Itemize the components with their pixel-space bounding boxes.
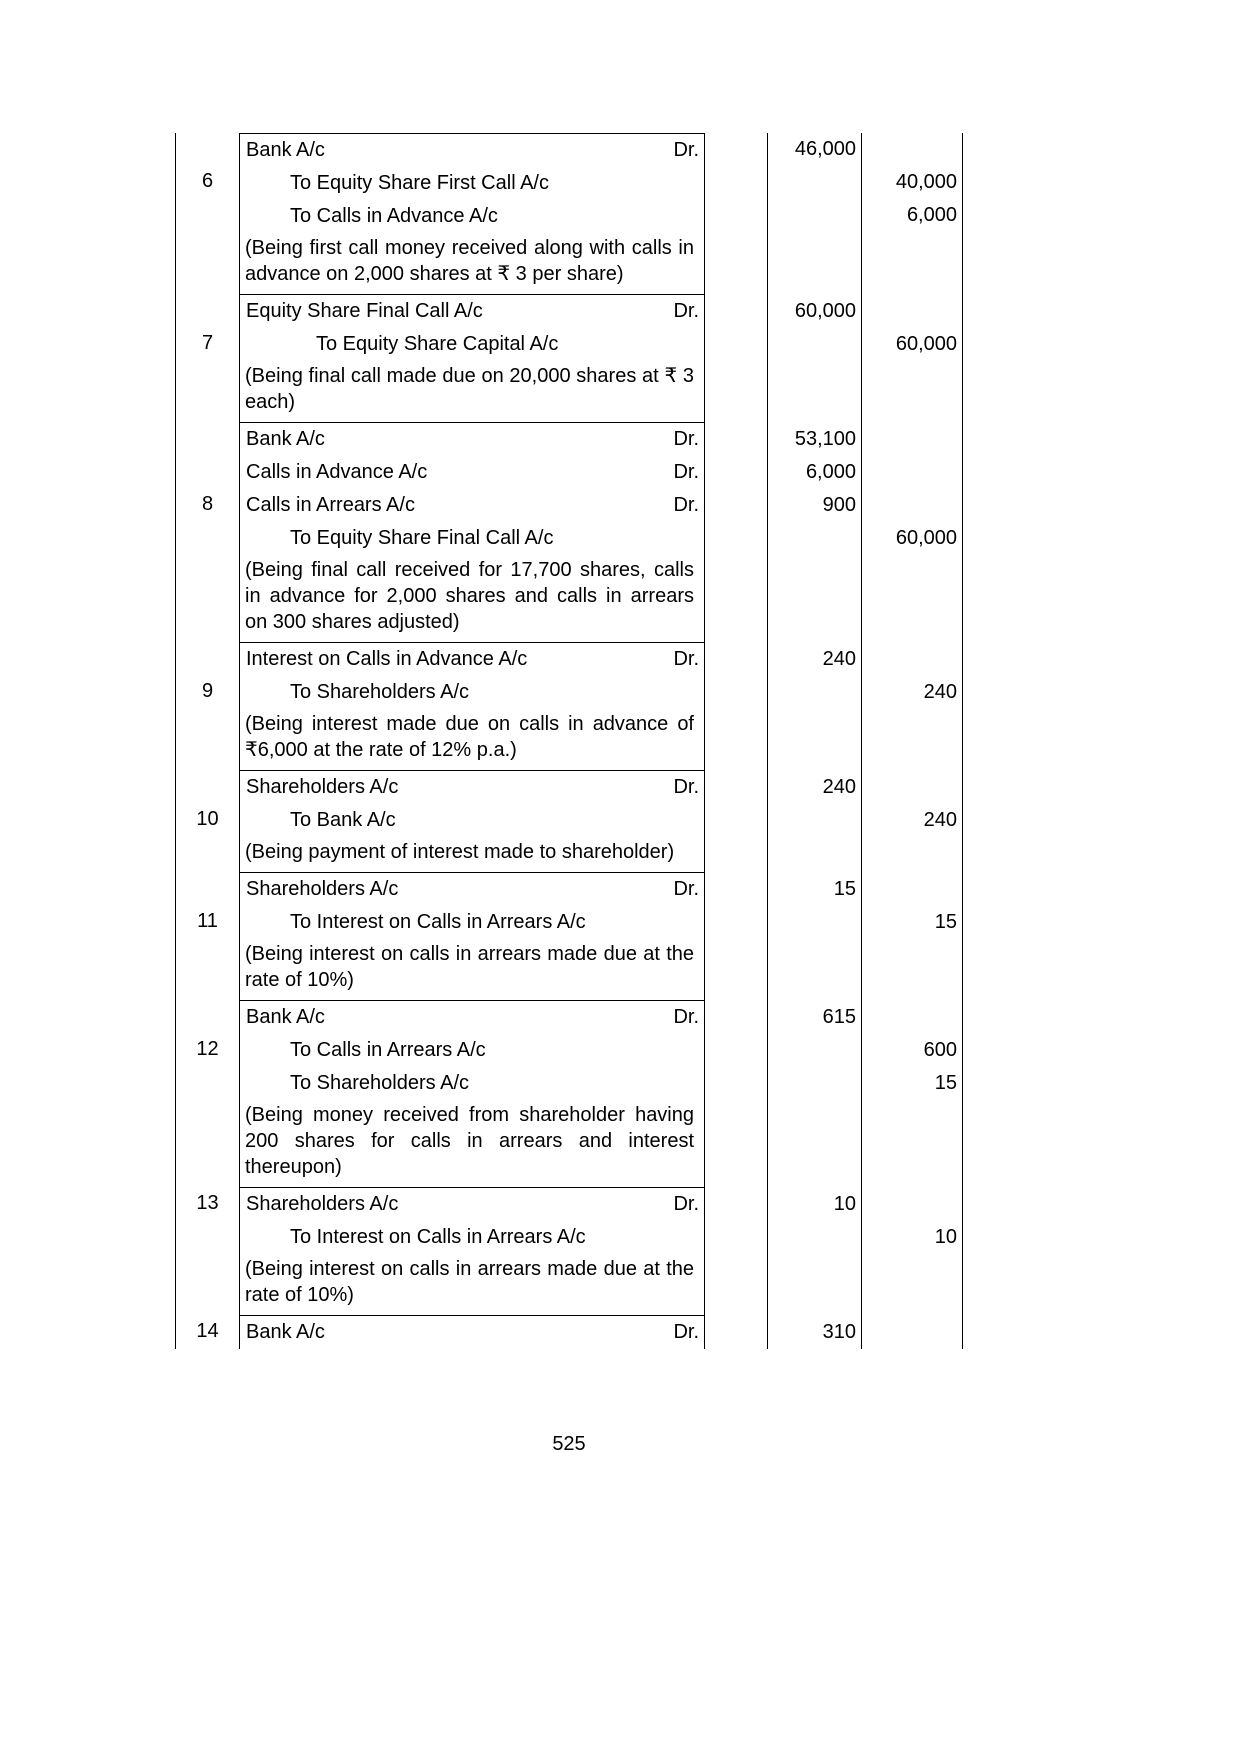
account-name: To Calls in Arrears A/c	[290, 1039, 486, 1061]
credit-amount	[862, 643, 962, 676]
credit-amount: 600	[923, 1039, 957, 1061]
journal-entries	[175, 133, 963, 1349]
debit-amount	[768, 676, 861, 709]
debit-amount: 6,000	[805, 461, 856, 483]
journal-entry	[175, 1188, 963, 1316]
account-line	[240, 456, 704, 489]
entry-credit-col	[862, 643, 963, 771]
account-line	[240, 643, 704, 676]
debit-amount	[768, 1221, 861, 1254]
entry-particulars	[240, 1316, 705, 1349]
dr-label: Dr.	[673, 428, 699, 450]
dr-label: Dr.	[673, 461, 699, 483]
entry-number: 13	[175, 1188, 240, 1316]
credit-amount: 6,000	[906, 204, 957, 226]
debit-amount: 900	[822, 494, 856, 516]
entry-credit-col	[862, 423, 963, 643]
account-line	[240, 423, 704, 456]
journal-entry	[175, 771, 963, 873]
dr-label: Dr.	[673, 139, 699, 161]
narration-text: (Being first call money received along with calls in advance on 2,000 shares at ₹ 3 per share)	[245, 237, 694, 285]
entry-number: 14	[175, 1316, 240, 1349]
entry-number: 8	[175, 423, 240, 643]
credit-amount	[862, 1188, 962, 1221]
account-name: Shareholders A/c	[246, 776, 399, 798]
account-line	[240, 873, 704, 906]
debit-amount	[768, 166, 861, 199]
entry-debit-col	[768, 643, 862, 771]
credit-amount: 60,000	[895, 333, 957, 355]
journal-entry	[175, 295, 963, 423]
narration-text: (Being final call made due on 20,000 shares at ₹ 3 each)	[245, 365, 694, 413]
credit-amount	[862, 423, 962, 456]
entry-particulars	[240, 643, 705, 771]
account-name: To Equity Share Final Call A/c	[290, 527, 554, 549]
entry-debit-col	[768, 771, 862, 873]
credit-amount	[862, 456, 962, 489]
account-line	[240, 1067, 704, 1100]
account-name: Shareholders A/c	[246, 1193, 399, 1215]
entry-lf-column	[705, 423, 768, 643]
credit-amount	[862, 489, 962, 522]
entry-debit-col	[768, 1316, 862, 1349]
debit-amount	[768, 328, 861, 361]
debit-amount: 53,100	[794, 428, 856, 450]
entry-lf-column	[705, 1001, 768, 1188]
account-line	[240, 328, 704, 361]
dr-label: Dr.	[673, 494, 699, 516]
journal-table	[175, 133, 963, 1349]
account-line	[240, 134, 704, 167]
credit-amount: 15	[934, 911, 957, 933]
entry-particulars	[240, 1188, 705, 1316]
account-line	[240, 200, 704, 233]
entry-particulars	[240, 295, 705, 423]
entry-debit-col	[768, 423, 862, 643]
credit-amount	[862, 1316, 962, 1349]
debit-amount: 310	[822, 1321, 856, 1343]
account-line	[240, 1316, 704, 1349]
debit-amount: 15	[833, 878, 856, 900]
account-line	[240, 906, 704, 939]
entry-particulars	[240, 873, 705, 1001]
journal-entry	[175, 873, 963, 1001]
account-name: Calls in Advance A/c	[246, 461, 428, 483]
entry-credit-col	[862, 873, 963, 1001]
narration-text: (Being final call received for 17,700 shares, calls in advance for 2,000 shares and calls in arrears on 300 shares adjusted)	[245, 559, 694, 633]
debit-amount	[768, 199, 861, 232]
dr-label: Dr.	[673, 648, 699, 670]
entry-number: 12	[175, 1001, 240, 1188]
account-line	[240, 295, 704, 328]
credit-amount: 15	[934, 1072, 957, 1094]
account-line	[240, 167, 704, 200]
entry-number: 9	[175, 643, 240, 771]
entry-credit-col	[862, 771, 963, 873]
entry-number: 6	[175, 133, 240, 295]
debit-amount: 240	[822, 776, 856, 798]
account-line	[240, 771, 704, 804]
entry-debit-col	[768, 873, 862, 1001]
credit-amount: 240	[923, 809, 957, 831]
account-name: To Interest on Calls in Arrears A/c	[290, 1226, 586, 1248]
debit-amount: 10	[833, 1193, 856, 1215]
page-number: 525	[552, 1433, 586, 1455]
credit-amount	[862, 295, 962, 328]
debit-amount	[768, 1034, 861, 1067]
entry-particulars	[240, 771, 705, 873]
credit-amount: 40,000	[895, 171, 957, 193]
narration-text: (Being money received from shareholder having 200 shares for calls in arrears and interest thereupon)	[245, 1104, 694, 1178]
journal-entry	[175, 643, 963, 771]
dr-label: Dr.	[673, 878, 699, 900]
account-line	[240, 489, 704, 522]
account-name: Calls in Arrears A/c	[246, 494, 415, 516]
account-line	[240, 522, 704, 555]
account-line	[240, 1188, 704, 1221]
account-name: Bank A/c	[246, 1006, 325, 1028]
entry-debit-col	[768, 1001, 862, 1188]
dr-label: Dr.	[673, 1193, 699, 1215]
journal-entry	[175, 1316, 963, 1349]
account-line	[240, 1034, 704, 1067]
entry-lf-column	[705, 295, 768, 423]
account-name: Bank A/c	[246, 428, 325, 450]
entry-debit-col	[768, 133, 862, 295]
debit-amount	[768, 804, 861, 837]
dr-label: Dr.	[673, 1321, 699, 1343]
account-name: To Shareholders A/c	[290, 681, 469, 703]
entry-number: 11	[175, 873, 240, 1001]
account-name: Shareholders A/c	[246, 878, 399, 900]
credit-amount	[862, 133, 962, 166]
account-name: To Calls in Advance A/c	[290, 205, 498, 227]
credit-amount: 60,000	[895, 527, 957, 549]
narration-text: (Being interest on calls in arrears made due at the rate of 10%)	[245, 943, 694, 991]
entry-credit-col	[862, 1001, 963, 1188]
account-name: Interest on Calls in Advance A/c	[246, 648, 528, 670]
debit-amount	[768, 906, 861, 939]
entry-debit-col	[768, 295, 862, 423]
account-name: To Interest on Calls in Arrears A/c	[290, 911, 586, 933]
dr-label: Dr.	[673, 776, 699, 798]
account-line	[240, 804, 704, 837]
entry-credit-col	[862, 133, 963, 295]
account-name: To Equity Share Capital A/c	[316, 333, 559, 355]
entry-lf-column	[705, 1188, 768, 1316]
debit-amount: 615	[822, 1006, 856, 1028]
account-name: To Bank A/c	[290, 809, 396, 831]
entry-number: 10	[175, 771, 240, 873]
journal-entry	[175, 423, 963, 643]
entry-number: 7	[175, 295, 240, 423]
debit-amount: 46,000	[794, 138, 856, 160]
account-line	[240, 1001, 704, 1034]
entry-lf-column	[705, 873, 768, 1001]
credit-amount: 10	[934, 1226, 957, 1248]
credit-amount	[862, 873, 962, 906]
narration-text: (Being interest on calls in arrears made due at the rate of 10%)	[245, 1258, 694, 1306]
entry-lf-column	[705, 771, 768, 873]
account-line	[240, 676, 704, 709]
narration-text: (Being interest made due on calls in advance of ₹6,000 at the rate of 12% p.a.)	[245, 713, 694, 761]
debit-amount	[768, 1067, 861, 1100]
account-name: Bank A/c	[246, 1321, 325, 1343]
account-name: To Equity Share First Call A/c	[290, 172, 549, 194]
narration-text: (Being payment of interest made to shareholder)	[245, 841, 675, 863]
entry-credit-col	[862, 1188, 963, 1316]
entry-lf-column	[705, 133, 768, 295]
journal-entry	[175, 133, 963, 295]
credit-amount	[862, 771, 962, 804]
entry-debit-col	[768, 1188, 862, 1316]
account-line	[240, 1221, 704, 1254]
entry-lf-column	[705, 1316, 768, 1349]
dr-label: Dr.	[673, 1006, 699, 1028]
debit-amount: 60,000	[794, 300, 856, 322]
entry-credit-col	[862, 295, 963, 423]
debit-amount	[768, 522, 861, 555]
credit-amount: 240	[923, 681, 957, 703]
entry-lf-column	[705, 643, 768, 771]
entry-credit-col	[862, 1316, 963, 1349]
entry-particulars	[240, 1001, 705, 1188]
debit-amount: 240	[822, 648, 856, 670]
journal-entry	[175, 1001, 963, 1188]
account-name: To Shareholders A/c	[290, 1072, 469, 1094]
account-name: Bank A/c	[246, 139, 325, 161]
credit-amount	[862, 1001, 962, 1034]
entry-particulars	[240, 133, 705, 295]
dr-label: Dr.	[673, 300, 699, 322]
account-name: Equity Share Final Call A/c	[246, 300, 483, 322]
entry-particulars	[240, 423, 705, 643]
